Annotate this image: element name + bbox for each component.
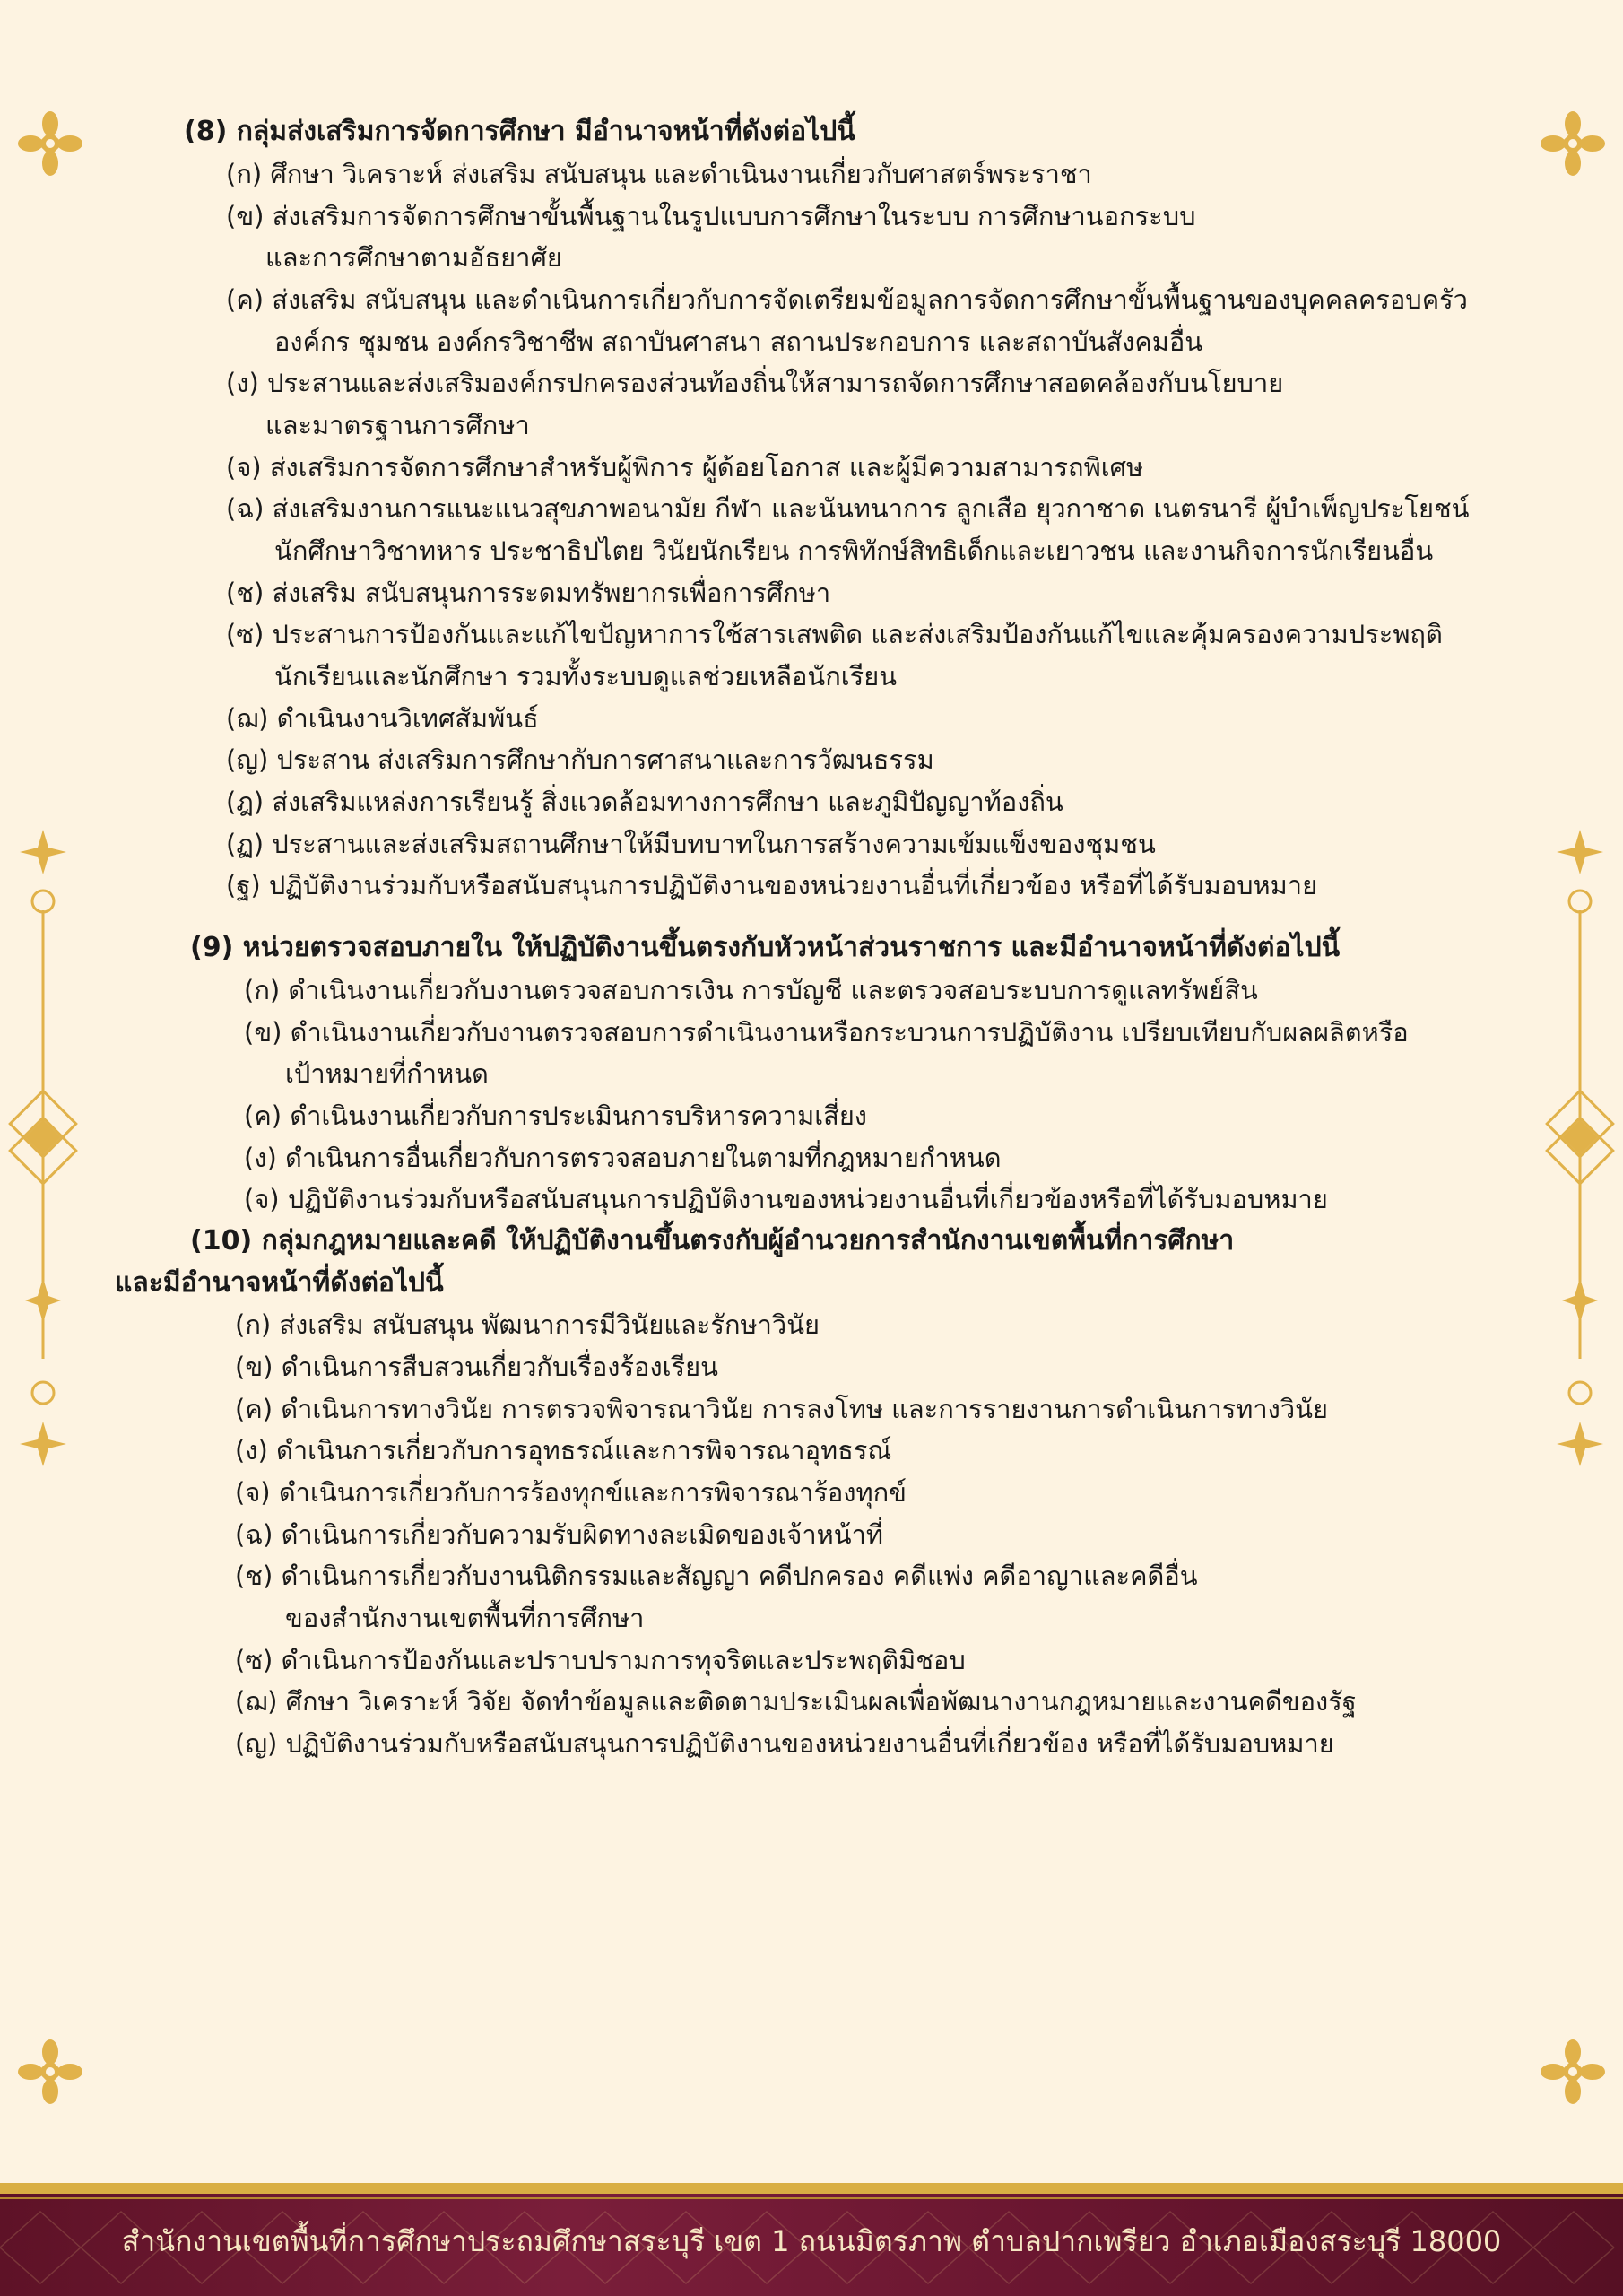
list-item: (ญ) ประสาน ส่งเสริมการศึกษากับการศาสนาและการวัฒนธรรม	[226, 744, 934, 775]
list-item: (ฐ) ปฏิบัติงานร่วมกับหรือสนับสนุนการปฏิบัติงานของหน่วยงานอื่นที่เกี่ยวข้อง หรือที่ได้รับมอบหมาย	[226, 870, 1318, 900]
list-item: (ฌ) ดำเนินงานวิเทศสัมพันธ์	[226, 703, 539, 734]
list-item: (จ) ส่งเสริมการจัดการศึกษาสำหรับผู้พิการ ผู้ด้อยโอกาส และผู้มีความสามารถพิเศษ	[226, 452, 1144, 483]
list-item: (ก) ส่งเสริม สนับสนุน พัฒนาการมีวินัยและรักษาวินัย	[235, 1309, 820, 1340]
list-item: องค์กร ชุมชน องค์กรวิชาชีพ สถาบันศาสนา สถานประกอบการ และสถาบันสังคมอื่น	[274, 326, 1203, 357]
section-9-heading: (9) หน่วยตรวจสอบภายใน ให้ปฏิบัติงานขึ้นตรงกับหัวหน้าส่วนราชการ และมีอำนาจหน้าที่ดังต่อไปนี้	[190, 932, 1341, 963]
list-item: (ก) ดำเนินงานเกี่ยวกับงานตรวจสอบการเงิน การบัญชี และตรวจสอบระบบการดูแลทรัพย์สิน	[244, 975, 1258, 1005]
list-item: (ซ) ดำเนินการป้องกันและปราบปรามการทุจริตและประพฤติมิชอบ	[235, 1645, 966, 1675]
list-item: (ง) ดำเนินการอื่นเกี่ยวกับการตรวจสอบภายในตามที่กฎหมายกำหนด	[244, 1143, 1002, 1173]
list-item: (ค) ดำเนินการทางวินัย การตรวจพิจารณาวินัย การลงโทษ และการรายงานการดำเนินการทางวินัย	[235, 1394, 1328, 1424]
list-item: นักศึกษาวิชาทหาร ประชาธิปไตย วินัยนักเรียน การพิทักษ์สิทธิเด็กและเยาวชน และงานกิจการนักเรียนอื่น	[274, 535, 1434, 566]
list-item: (ฎ) ส่งเสริมแหล่งการเรียนรู้ สิ่งแวดล้อมทางการศึกษา และภูมิปัญญาท้องถิ่น	[226, 787, 1063, 817]
section-10-heading-cont: และมีอำนาจหน้าที่ดังต่อไปนี้	[115, 1267, 444, 1299]
list-item: และการศึกษาตามอัธยาศัย	[265, 242, 562, 273]
section-8-heading: (8) กลุ่มส่งเสริมการจัดการศึกษา มีอำนาจหน้าที่ดังต่อไปนี้	[184, 116, 855, 147]
list-item: (จ) ดำเนินการเกี่ยวกับการร้องทุกข์และการพิจารณาร้องทุกข์	[235, 1477, 907, 1508]
list-item: (ช) ส่งเสริม สนับสนุนการระดมทรัพยากรเพื่อการศึกษา	[226, 578, 831, 608]
list-item: และมาตรฐานการศึกษา	[265, 410, 530, 440]
footer-address: สำนักงานเขตพื้นที่การศึกษาประถมศึกษาสระบุรี เขต 1 ถนนมิตรภาพ ตำบลปากเพรียว อำเภอเมืองสระบุรี 18000	[121, 2224, 1502, 2258]
list-item: (ข) ส่งเสริมการจัดการศึกษาขั้นพื้นฐานในรูปแบบการศึกษาในระบบ การศึกษานอกระบบ	[226, 201, 1196, 231]
list-item: ของสำนักงานเขตพื้นที่การศึกษา	[285, 1603, 645, 1633]
list-item: (ซ) ประสานการป้องกันและแก้ไขปัญหาการใช้สารเสพติด และส่งเสริมป้องกันแก้ไขและคุ้มครองความประพฤติ	[226, 619, 1443, 649]
list-item: (ง) ดำเนินการเกี่ยวกับการอุทธรณ์และการพิจารณาอุทธรณ์	[235, 1435, 892, 1465]
list-item: (ข) ดำเนินงานเกี่ยวกับงานตรวจสอบการดำเนินงานหรือกระบวนการปฏิบัติงาน เปรียบเทียบกับผลผลิตหรือ	[244, 1017, 1409, 1048]
list-item: (ญ) ปฏิบัติงานร่วมกับหรือสนับสนุนการปฏิบัติงานของหน่วยงานอื่นที่เกี่ยวข้อง หรือที่ได้รับมอบหมาย	[235, 1728, 1334, 1759]
list-item: นักเรียนและนักศึกษา รวมทั้งระบบดูแลช่วยเหลือนักเรียน	[274, 661, 898, 691]
list-item: (ง) ประสานและส่งเสริมองค์กรปกครองส่วนท้องถิ่นให้สามารถจัดการศึกษาสอดคล้องกับนโยบาย	[226, 368, 1284, 398]
footer-gold-line	[0, 2197, 1623, 2199]
list-item: (ฏ) ประสานและส่งเสริมสถานศึกษาให้มีบทบาทในการสร้างความเข้มแข็งของชุมชน	[226, 829, 1156, 859]
list-item: (ฉ) ดำเนินการเกี่ยวกับความรับผิดทางละเมิดของเจ้าหน้าที่	[235, 1519, 884, 1550]
footer-gold-stripe	[0, 2183, 1623, 2194]
list-item: (ก) ศึกษา วิเคราะห์ ส่งเสริม สนับสนุน และดำเนินงานเกี่ยวกับศาสตร์พระราชา	[226, 159, 1092, 189]
list-item: (ฉ) ส่งเสริมงานการแนะแนวสุขภาพอนามัย กีฬา และนันทนาการ ลูกเสือ ยุวกาชาด เนตรนารี ผู้บำเพ็ญประโยชน์	[226, 493, 1470, 524]
list-item: (ค) ส่งเสริม สนับสนุน และดำเนินการเกี่ยวกับการจัดเตรียมข้อมูลการจัดการศึกษาขั้นพื้นฐานของบุคคลครอบครัว	[226, 284, 1468, 315]
list-item: (จ) ปฏิบัติงานร่วมกับหรือสนับสนุนการปฏิบัติงานของหน่วยงานอื่นที่เกี่ยวข้องหรือที่ได้รับมอบหมาย	[244, 1184, 1328, 1214]
list-item: (ฌ) ศึกษา วิเคราะห์ วิจัย จัดทำข้อมูลและติดตามประเมินผลเพื่อพัฒนางานกฎหมายและงานคดีของรัฐ	[235, 1686, 1357, 1717]
list-item: (ค) ดำเนินงานเกี่ยวกับการประเมินการบริหารความเสี่ยง	[244, 1100, 867, 1131]
list-item: (ช) ดำเนินการเกี่ยวกับงานนิติกรรมและสัญญา คดีปกครอง คดีแพ่ง คดีอาญาและคดีอื่น	[235, 1561, 1198, 1591]
list-item: (ข) ดำเนินการสืบสวนเกี่ยวกับเรื่องร้องเรียน	[235, 1352, 718, 1382]
section-10-heading: (10) กลุ่มกฎหมายและคดี ให้ปฏิบัติงานขึ้นตรงกับผู้อำนวยการสำนักงานเขตพื้นที่การศึกษา	[190, 1225, 1235, 1257]
list-item: เป้าหมายที่กำหนด	[285, 1058, 489, 1089]
